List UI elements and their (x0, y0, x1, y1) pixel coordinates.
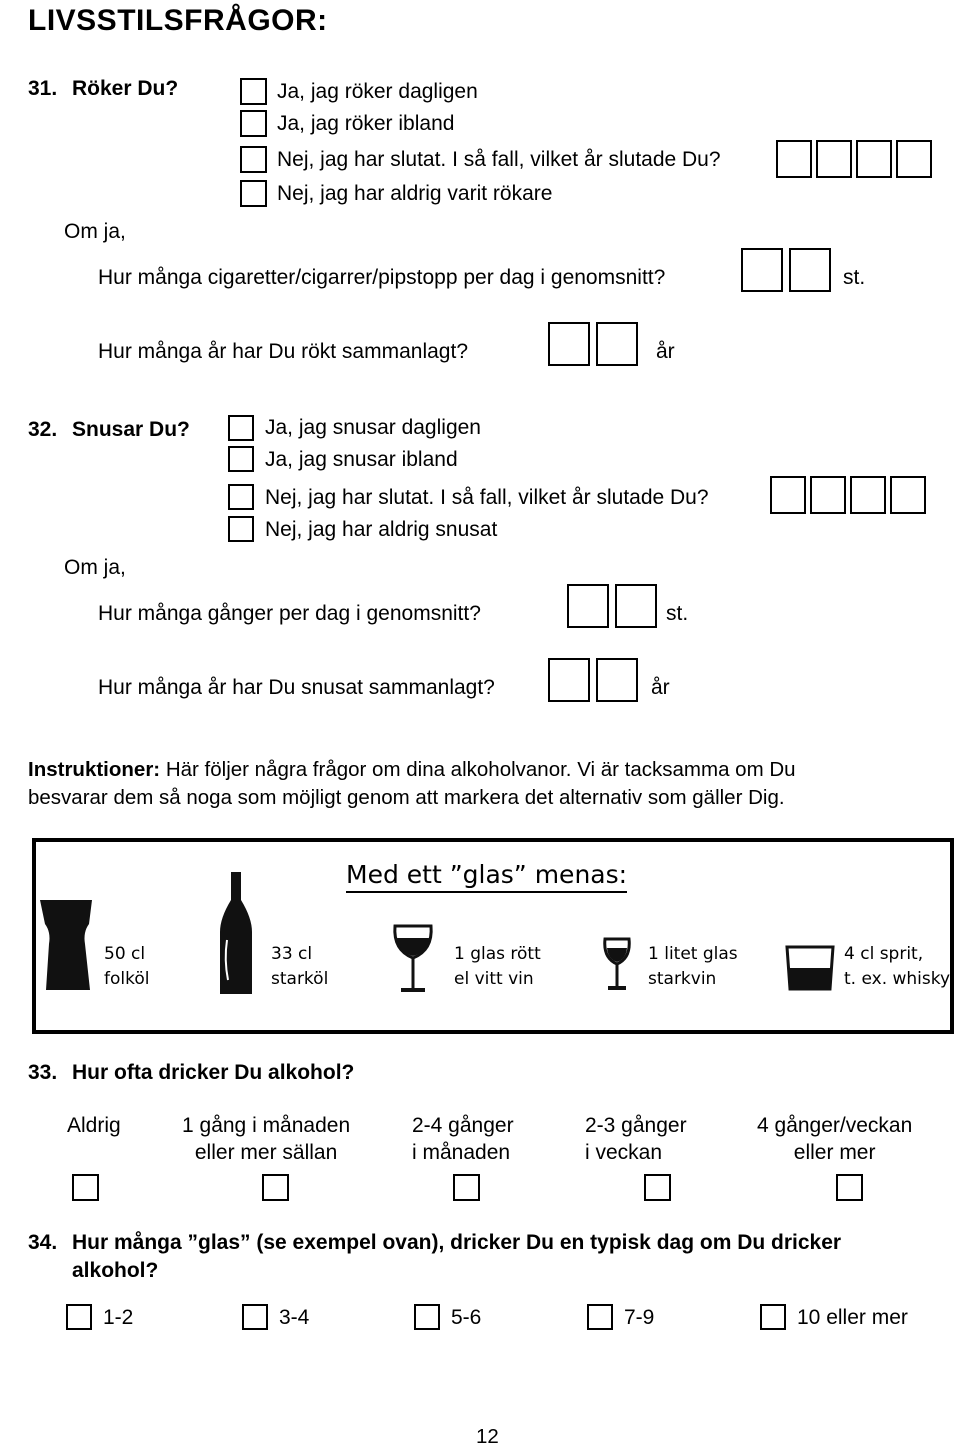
q31-question: Röker Du? (72, 77, 179, 100)
q33-option-3-label (585, 1112, 687, 1166)
instructions-line2: besvarar dem så noga som möjligt genom att markera det alternativ som gäller Dig. (28, 786, 785, 809)
q31-option-3-label: Nej, jag har aldrig varit rökare (277, 182, 553, 205)
glas-item-3-line1: 1 litet glas (648, 944, 738, 964)
q32-number: 32. (28, 418, 58, 441)
q33-option-4-label (757, 1112, 912, 1166)
q32-option-2-checkbox[interactable] (228, 484, 254, 510)
q31-option-0-label: Ja, jag röker dagligen (277, 80, 478, 103)
glas-item-1-label (271, 942, 328, 992)
q31-option-1-checkbox[interactable] (240, 110, 267, 137)
q32-quit-year-digit-2[interactable] (810, 476, 846, 514)
glas-item-0-label (104, 942, 149, 992)
q33-option-1-label (182, 1112, 350, 1166)
q34-option-2-label: 5-6 (451, 1306, 482, 1329)
q31-quit-year-boxes (776, 140, 936, 178)
q33-option-0-line1: Aldrig (67, 1114, 121, 1137)
q33-option-4-line2: eller mer (793, 1141, 876, 1164)
glas-item-3-label (648, 942, 738, 992)
q34-option-3-checkbox[interactable] (587, 1304, 613, 1330)
q32-sub2-digit-2[interactable] (596, 658, 638, 702)
q31-sub2-boxes (548, 322, 644, 366)
q33-option-1-checkbox[interactable] (262, 1174, 289, 1201)
q32-question: Snusar Du? (72, 418, 190, 441)
q31-om-ja: Om ja, (64, 220, 126, 243)
q34-option-0-label: 1-2 (103, 1306, 134, 1329)
q32-sub2-digit-1[interactable] (548, 658, 590, 702)
q32-option-2-label: Nej, jag har slutat. I så fall, vilket år slutade Du? (265, 486, 709, 509)
q33-option-3-checkbox[interactable] (644, 1174, 671, 1201)
q34-option-1-label: 3-4 (279, 1306, 310, 1329)
q33-option-0-checkbox[interactable] (72, 1174, 99, 1201)
q31-sub1-question: Hur många cigaretter/cigarrer/pipstopp per dag i genomsnitt? (98, 266, 666, 289)
glas-item-4-line2: t. ex. whisky (844, 969, 951, 989)
q32-quit-year-boxes (770, 476, 930, 514)
q34-option-4-checkbox[interactable] (760, 1304, 786, 1330)
q32-sub2-unit: år (651, 676, 670, 699)
beer-bottle-icon (216, 870, 256, 998)
q33-option-0-label (67, 1112, 121, 1139)
q34-question: Hur många ”glas” (se exempel ovan), dricker Du en typisk dag om Du dricker alkohol? (72, 1231, 842, 1282)
q33-option-3-line1: 2-3 gånger (585, 1114, 687, 1137)
q31-sub1-digit-2[interactable] (789, 248, 831, 292)
q32-sub1-unit: st. (666, 602, 689, 625)
q33-option-2-line1: 2-4 gånger (412, 1114, 514, 1137)
glas-heading-text: Med ett ”glas” menas: (346, 860, 628, 889)
q34-option-2-checkbox[interactable] (414, 1304, 440, 1330)
glas-heading (346, 860, 627, 893)
q32-sub1-question: Hur många gånger per dag i genomsnitt? (98, 602, 481, 625)
q33-option-2-checkbox[interactable] (453, 1174, 480, 1201)
q34-option-0-checkbox[interactable] (66, 1304, 92, 1330)
instructions (28, 756, 928, 812)
q32-sub1-boxes (567, 584, 663, 628)
q32-sub2-boxes (548, 658, 644, 702)
q34-option-1-checkbox[interactable] (242, 1304, 268, 1330)
glas-item-2-line2: el vitt vin (454, 969, 534, 989)
glas-item-1-line2: starköl (271, 969, 329, 989)
q32-option-0-checkbox[interactable] (228, 415, 254, 441)
instructions-label: Instruktioner: (28, 758, 161, 781)
q33-option-4-checkbox[interactable] (836, 1174, 863, 1201)
q31-sub2-unit: år (656, 340, 675, 363)
instructions-line1: Här följer några frågor om dina alkoholvanor. Vi är tacksamma om Du (165, 758, 796, 781)
q34-option-3-label: 7-9 (624, 1306, 655, 1329)
q31-sub2-digit-1[interactable] (548, 322, 590, 366)
glas-item-3-line2: starkvin (648, 969, 717, 989)
glas-item-4-line1: 4 cl sprit, (844, 944, 924, 964)
page-number: 12 (476, 1425, 499, 1448)
q32-option-1-label: Ja, jag snusar ibland (265, 448, 458, 471)
beer-glass-icon (36, 894, 96, 994)
q31-quit-year-digit-1[interactable] (776, 140, 812, 178)
q31-option-0-checkbox[interactable] (240, 78, 267, 105)
q32-sub1-digit-2[interactable] (615, 584, 657, 628)
glas-item-2-line1: 1 glas rött (454, 944, 541, 964)
q33-option-3-line2: i veckan (585, 1141, 663, 1164)
q33-number: 33. (28, 1061, 58, 1084)
section-title: LIVSSTILSFRÅGOR: (28, 4, 328, 37)
q31-quit-year-digit-4[interactable] (896, 140, 932, 178)
q33-question: Hur ofta dricker Du alkohol? (72, 1061, 355, 1084)
glas-item-0-line1: 50 cl (104, 944, 146, 964)
q31-sub2-question: Hur många år har Du rökt sammanlagt? (98, 340, 468, 363)
q33-option-4-line1: 4 gånger/veckan (757, 1114, 913, 1137)
q33-option-1-line1: 1 gång i månaden (182, 1114, 351, 1137)
q31-sub1-unit: st. (843, 266, 866, 289)
q32-sub2-question: Hur många år har Du snusat sammanlagt? (98, 676, 495, 699)
q31-sub2-digit-2[interactable] (596, 322, 638, 366)
q31-option-2-label: Nej, jag har slutat. I så fall, vilket år slutade Du? (277, 148, 721, 171)
q34-option-4-label: 10 eller mer (797, 1306, 908, 1329)
q32-option-3-label: Nej, jag har aldrig snusat (265, 518, 498, 541)
glas-item-1-line1: 33 cl (271, 944, 313, 964)
q32-option-1-checkbox[interactable] (228, 446, 254, 472)
q31-option-2-checkbox[interactable] (240, 146, 267, 173)
q32-quit-year-digit-4[interactable] (890, 476, 926, 514)
glas-definition-box (32, 838, 954, 1034)
q32-option-3-checkbox[interactable] (228, 516, 254, 542)
q31-option-1-label: Ja, jag röker ibland (277, 112, 455, 135)
q31-sub1-boxes (741, 248, 837, 292)
wine-glass-icon (391, 922, 435, 996)
glas-item-4-label (844, 942, 950, 992)
q31-sub1-digit-1[interactable] (741, 248, 783, 292)
q32-option-0-label: Ja, jag snusar dagligen (265, 416, 481, 439)
q33-option-1-line2: eller mer sällan (194, 1141, 338, 1164)
q34-number: 34. (28, 1231, 58, 1254)
glas-item-0-line2: folköl (104, 969, 150, 989)
q32-sub1-digit-1[interactable] (567, 584, 609, 628)
q32-om-ja: Om ja, (64, 556, 126, 579)
glas-item-2-label (454, 942, 541, 992)
q31-quit-year-digit-2[interactable] (816, 140, 852, 178)
shot-glass-icon (784, 944, 836, 992)
q32-quit-year-digit-1[interactable] (770, 476, 806, 514)
glas-heading-underline (346, 891, 627, 893)
q33-option-2-line2: i månaden (412, 1141, 511, 1164)
q32-quit-year-digit-3[interactable] (850, 476, 886, 514)
q31-quit-year-digit-3[interactable] (856, 140, 892, 178)
small-wine-glass-icon (602, 936, 632, 994)
q33-option-2-label (412, 1112, 514, 1166)
q31-option-3-checkbox[interactable] (240, 180, 267, 207)
q31-number: 31. (28, 77, 58, 100)
